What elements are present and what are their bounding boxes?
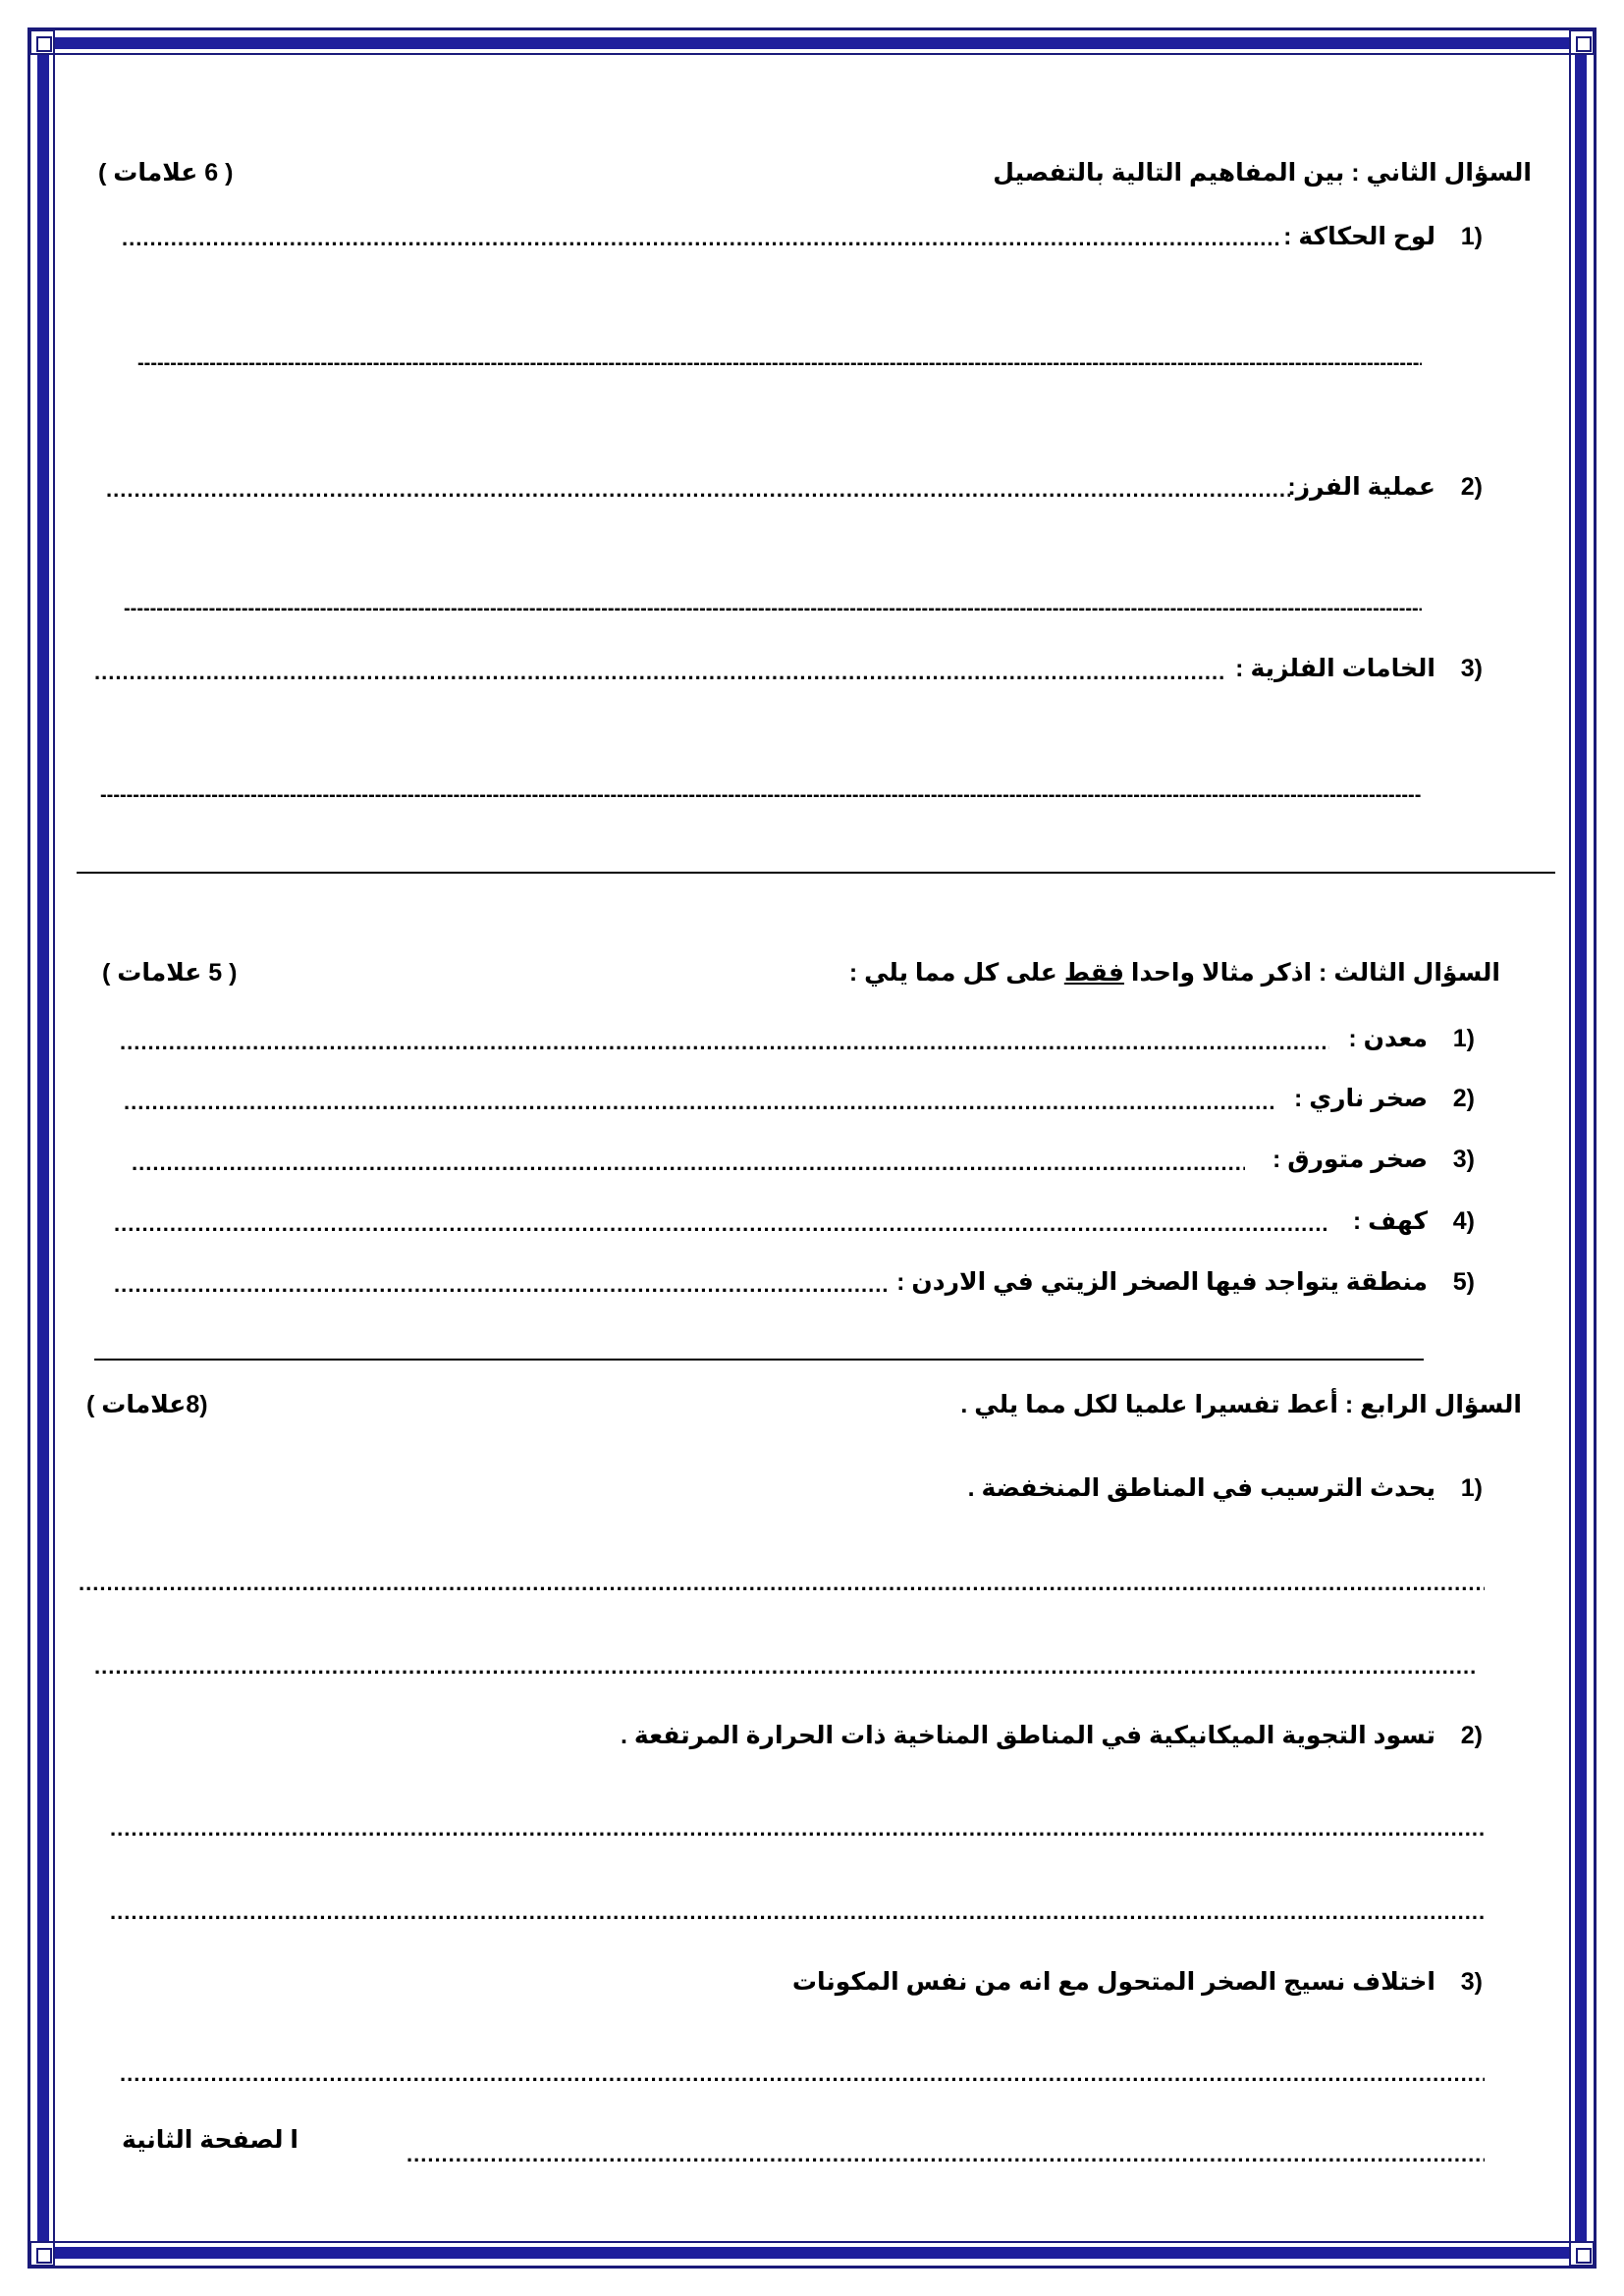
- q3-item1-label: معدن :: [1348, 1025, 1428, 1052]
- q4-item3-label: اختلاف نسيج الصخر المتحول مع انه من نفس المكونات: [791, 1968, 1435, 1996]
- q3-item4-answer-line[interactable]: [114, 1209, 1327, 1239]
- corner-ornament-top-left: [29, 29, 55, 55]
- q4-item2-answer-line-1[interactable]: [110, 1814, 1485, 1843]
- q4-item1-answer-line-2[interactable]: [94, 1652, 1477, 1682]
- q3-item3-answer-line[interactable]: [132, 1148, 1245, 1178]
- q3-item5-answer-line[interactable]: [114, 1270, 890, 1300]
- q2-item2-answer-dash-line[interactable]: [124, 594, 1422, 623]
- q3-item3-label: صخر متورق :: [1272, 1146, 1428, 1173]
- q3-title-part2: على كل مما يلي :: [848, 959, 1064, 987]
- q4-item1-label: يحدث الترسيب في المناطق المنخفضة .: [967, 1474, 1435, 1502]
- q2-title: السؤال الثاني : بين المفاهيم التالية بالتفصيل: [993, 159, 1532, 187]
- q4-item1-number: 1): [1460, 1474, 1483, 1502]
- q2-item1-answer-line[interactable]: [122, 224, 1280, 253]
- q3-item4-number: 4): [1452, 1207, 1475, 1235]
- q4-item3-answer-line-1[interactable]: [120, 2059, 1485, 2089]
- q4-marks: (8علامات ): [86, 1391, 208, 1418]
- next-page-note: ا لصفحة الثانية: [122, 2126, 298, 2154]
- section-divider-2: [94, 1359, 1424, 1361]
- q4-item1-answer-line-1[interactable]: [79, 1569, 1485, 1598]
- q3-item4-label: كهف :: [1352, 1207, 1428, 1235]
- q3-item5-label: منطقة يتواجد فيها الصخر الزيتي في الاردن :: [896, 1268, 1428, 1296]
- q3-marks: ( 5 علامات ): [102, 959, 238, 987]
- q2-item3-answer-line[interactable]: [94, 658, 1223, 687]
- q2-item2-label: عملية الفرز:: [1287, 473, 1435, 501]
- q4-item3-number: 3): [1460, 1968, 1483, 1996]
- q4-item2-label: تسود التجوية الميكانيكية في المناطق المناخية ذات الحرارة المرتفعة .: [621, 1722, 1435, 1749]
- q3-item1-number: 1): [1452, 1025, 1475, 1052]
- corner-ornament-top-right: [1569, 29, 1595, 55]
- q2-marks: ( 6 علامات ): [98, 159, 234, 187]
- q2-item1-number: 1): [1460, 223, 1483, 250]
- q4-title: السؤال الرابع : أعط تفسيرا علميا لكل مما يلي .: [960, 1391, 1522, 1418]
- q3-item2-label: صخر ناري :: [1293, 1085, 1428, 1112]
- section-divider-1: [77, 872, 1555, 874]
- q3-item3-number: 3): [1452, 1146, 1475, 1173]
- q3-title: [849, 957, 1500, 988]
- q4-item2-answer-line-2[interactable]: [110, 1897, 1485, 1927]
- q2-item2-answer-line[interactable]: [106, 475, 1290, 505]
- q3-item2-number: 2): [1452, 1085, 1475, 1112]
- q3-title-part1: السؤال الثالث : اذكر مثالا واحدا: [1123, 959, 1500, 987]
- q2-item1-answer-dash-line[interactable]: [137, 348, 1422, 378]
- corner-ornament-bottom-right: [1569, 2241, 1595, 2267]
- corner-ornament-bottom-left: [29, 2241, 55, 2267]
- q3-item2-answer-line[interactable]: [124, 1088, 1274, 1117]
- q4-item3-answer-line-2[interactable]: [406, 2140, 1485, 2169]
- q2-item3-answer-dash-line[interactable]: [100, 780, 1422, 810]
- q4-item2-number: 2): [1460, 1722, 1483, 1749]
- q2-item3-number: 3): [1460, 655, 1483, 682]
- q2-item3-label: الخامات الفلزية :: [1235, 655, 1435, 682]
- q3-item5-number: 5): [1452, 1268, 1475, 1296]
- q3-item1-answer-line[interactable]: [120, 1028, 1329, 1057]
- q2-item2-number: 2): [1460, 473, 1483, 501]
- q2-item1-label: لوح الحكاكة :: [1283, 223, 1435, 250]
- q3-title-emphasis: فقط: [1063, 959, 1124, 987]
